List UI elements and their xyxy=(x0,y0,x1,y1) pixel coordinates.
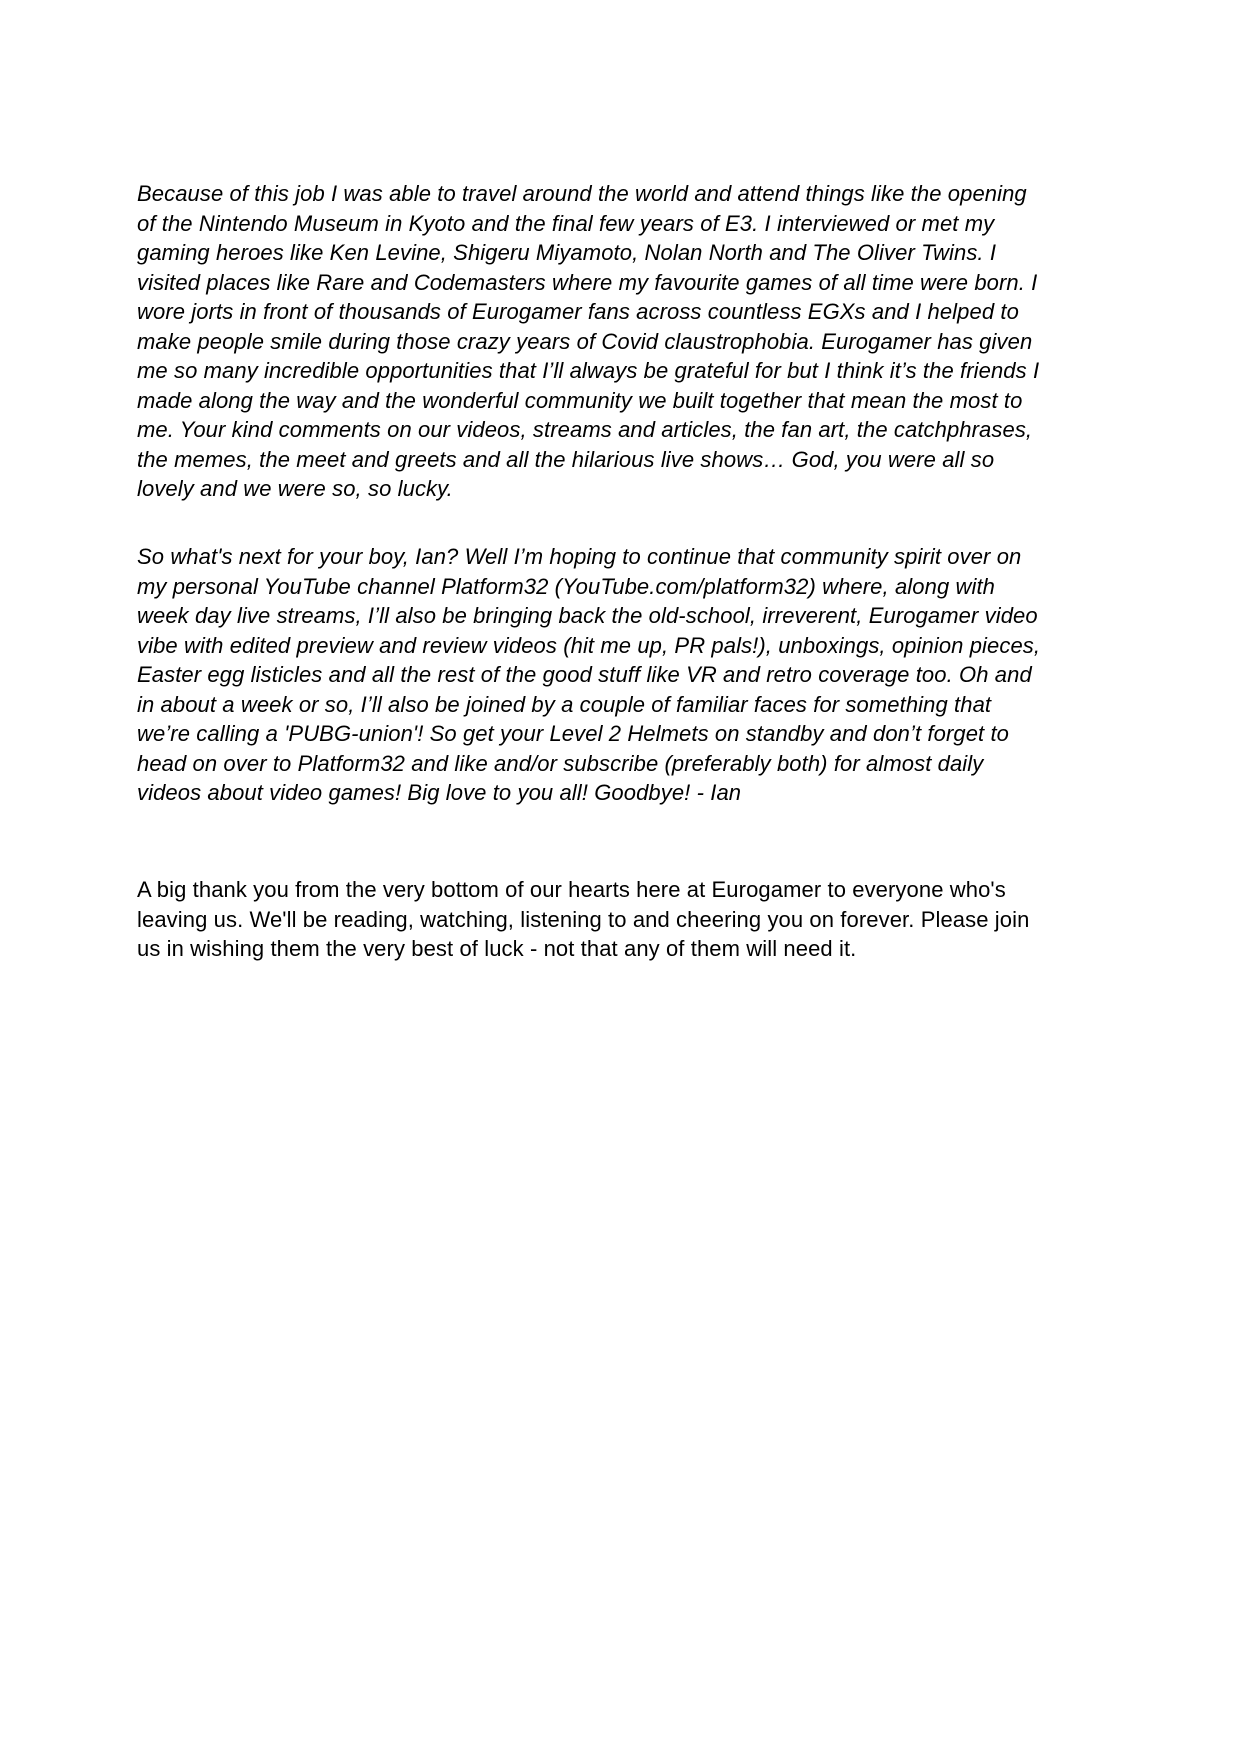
text-line: me so many incredible opportunities that I’ll always be grateful for but I think it’s the friends I xyxy=(137,358,1040,383)
text-line: us in wishing them the very best of luck - not that any of them will need it. xyxy=(137,936,857,961)
text-line: in about a week or so, I’ll also be joined by a couple of familiar faces for something that xyxy=(137,691,992,717)
text-line: head on over to Platform32 and like and/or subscribe (preferably both) for almost daily xyxy=(137,750,984,776)
text-line: me. Your kind comments on our videos, streams and articles, the fan art, the catchphrases, xyxy=(137,417,1033,442)
paragraph-whats-next xyxy=(137,542,1040,808)
text-line: made along the way and the wonderful community we built together that mean the most to xyxy=(137,387,1023,413)
text-line: leaving us. We'll be reading, watching, listening to and cheering you on forever. Please join xyxy=(137,906,1030,932)
text-line: Easter egg listicles and all the rest of the good stuff like VR and retro coverage too. Oh and xyxy=(137,662,1032,687)
text-line: week day live streams, I’ll also be bringing back the old-school, irreverent, Eurogamer video xyxy=(137,603,1038,628)
text-line: my personal YouTube channel Platform32 (YouTube.com/platform32) where, along with xyxy=(137,573,996,599)
text-line: the memes, the meet and greets and all the hilarious live shows… God, you were all so xyxy=(137,446,995,472)
text-line: lovely and we were so, so lucky. xyxy=(137,476,453,501)
text-line: Because of this job I was able to travel around the world and attend things like the opening xyxy=(137,181,1027,206)
paragraph-editor-thanks xyxy=(137,875,1029,964)
paragraph-farewell-memories xyxy=(137,179,1039,504)
text-line: of the Nintendo Museum in Kyoto and the final few years of E3. I interviewed or met my xyxy=(137,210,995,236)
text-line: gaming heroes like Ken Levine, Shigeru Miyamoto, Nolan North and The Oliver Twins. I xyxy=(137,240,997,265)
text-line: A big thank you from the very bottom of our hearts here at Eurogamer to everyone who's xyxy=(137,877,1006,902)
text-line: visited places like Rare and Codemasters where my favourite games of all time were born. I xyxy=(137,269,1038,295)
text-line: wore jorts in front of thousands of Eurogamer fans across countless EGXs and I helped to xyxy=(137,299,1019,324)
text-line: make people smile during those crazy years of Covid claustrophobia. Eurogamer has given xyxy=(137,328,1033,354)
text-line: we’re calling a 'PUBG-union'! So get your Level 2 Helmets on standby and don’t forget to xyxy=(137,721,1010,746)
text-line: vibe with edited preview and review videos (hit me up, PR pals!), unboxings, opinion pieces, xyxy=(137,632,1041,658)
text-line: So what's next for your boy, Ian? Well I’m hoping to continue that community spirit over on xyxy=(137,544,1022,569)
text-line: videos about video games! Big love to you all! Goodbye! - Ian xyxy=(137,780,742,805)
